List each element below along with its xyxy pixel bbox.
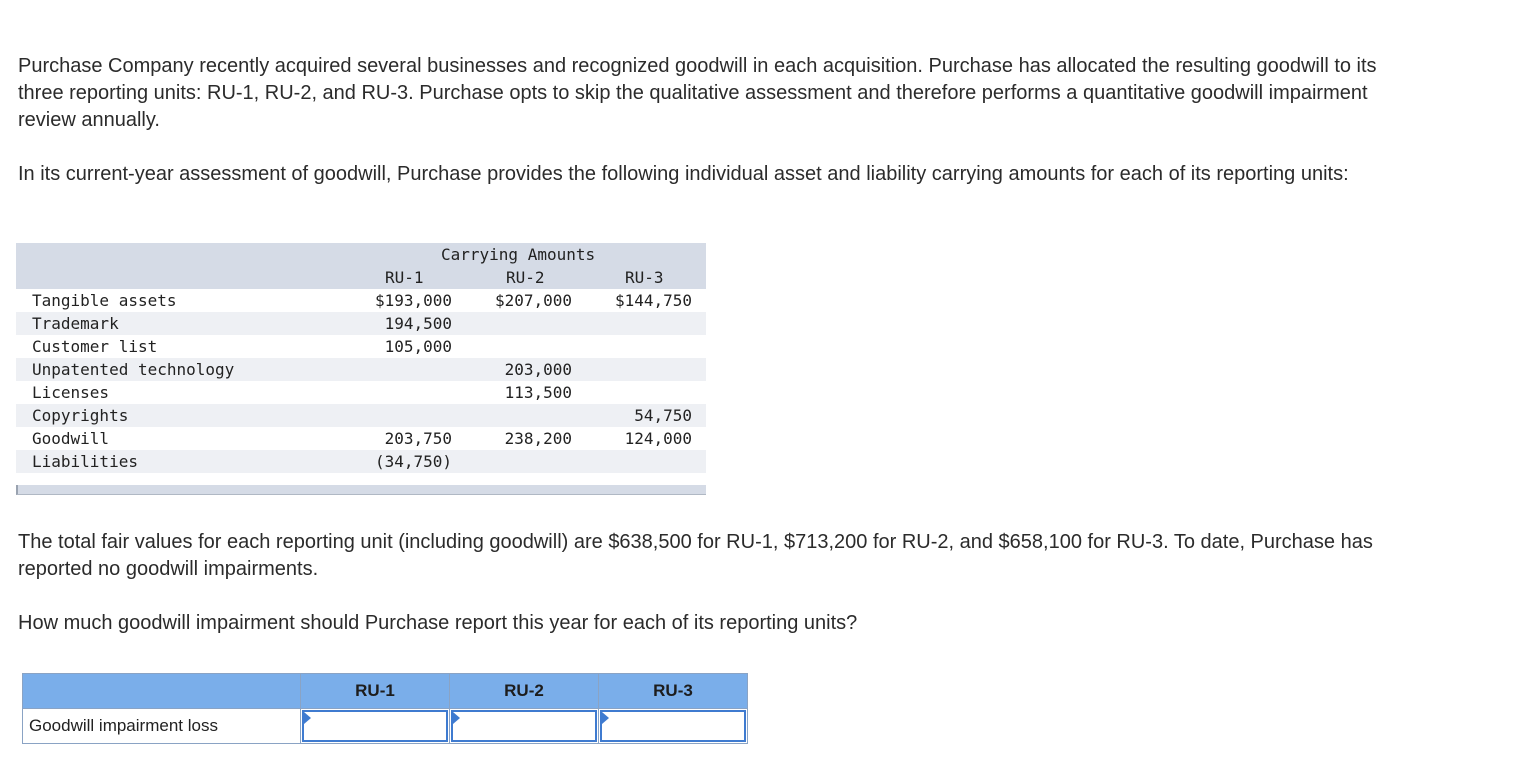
impairment-input-ru3[interactable] — [600, 710, 746, 742]
row-label: Copyrights — [32, 406, 129, 425]
value-ru3: $144,750 — [614, 291, 692, 310]
table-row — [16, 450, 706, 473]
answer-header-blank — [23, 674, 301, 709]
row-label: Customer list — [32, 337, 158, 356]
value-ru1: 105,000 — [384, 337, 452, 356]
answer-cell-ru2 — [450, 709, 599, 744]
row-label: Tangible assets — [32, 291, 177, 310]
table-title: Carrying Amounts — [441, 245, 596, 264]
value-ru1: (34,750) — [374, 452, 452, 471]
answer-header-ru2: RU-2 — [450, 674, 599, 709]
table-row — [16, 427, 706, 450]
answer-cell-ru3 — [599, 709, 748, 744]
value-ru1: $193,000 — [374, 291, 452, 310]
table-row — [16, 404, 706, 427]
row-label: Unpatented technology — [32, 360, 235, 379]
column-header-ru1: RU-1 — [385, 268, 424, 287]
goodwill-impairment-loss-label: Goodwill impairment loss — [23, 709, 301, 744]
impairment-input-ru1[interactable] — [302, 710, 448, 742]
impairment-answer-table — [22, 673, 748, 744]
answer-row — [23, 709, 748, 744]
value-ru2: 113,500 — [504, 383, 572, 402]
value-ru3: 54,750 — [634, 406, 692, 425]
table-row — [16, 335, 706, 358]
table-row — [16, 381, 706, 404]
fair-values-paragraph: The total fair values for each reporting unit (including goodwill) are $638,500 for RU-1, $713,200 for RU-2, and $658,100 for RU-3. To date, Purchase has reported no goodwill impairments. — [18, 531, 1373, 580]
carrying-amounts-table — [16, 243, 706, 495]
row-label: Trademark — [32, 314, 119, 333]
value-ru3: 124,000 — [624, 429, 692, 448]
intro-paragraph: Purchase Company recently acquired several businesses and recognized goodwill in each acquisition. Purchase has allocated the resulting goodwill to its three reporting units: RU-1, RU-2, and RU-3. Purchase opts to skip the qualitative assessment and therefore performs a quantitative goodwill impairment review annually. — [18, 55, 1377, 131]
answer-header-row — [23, 674, 748, 709]
row-label: Goodwill — [32, 429, 110, 448]
table-row — [16, 289, 706, 312]
row-label: Licenses — [32, 383, 110, 402]
impairment-input-ru2[interactable] — [451, 710, 597, 742]
value-ru1: 194,500 — [384, 314, 452, 333]
value-ru2: 238,200 — [504, 429, 572, 448]
input-marker-icon — [304, 712, 311, 724]
value-ru2: $207,000 — [494, 291, 572, 310]
column-header-ru2: RU-2 — [506, 268, 545, 287]
table-row — [16, 358, 706, 381]
column-header-ru3: RU-3 — [625, 268, 664, 287]
input-marker-icon — [602, 712, 609, 724]
answer-cell-ru1 — [301, 709, 450, 744]
row-label: Liabilities — [32, 452, 138, 471]
table-spacer — [16, 473, 706, 485]
value-ru2: 203,000 — [504, 360, 572, 379]
assessment-paragraph: In its current-year assessment of goodwill, Purchase provides the following individual asset and liability carrying amounts for each of its reporting units: — [18, 163, 1349, 185]
table-footer-bar — [16, 485, 706, 495]
question-paragraph: How much goodwill impairment should Purchase report this year for each of its reporting units? — [18, 612, 858, 634]
answer-header-ru1: RU-1 — [301, 674, 450, 709]
value-ru1: 203,750 — [384, 429, 452, 448]
answer-header-ru3: RU-3 — [599, 674, 748, 709]
input-marker-icon — [453, 712, 460, 724]
table-row — [16, 312, 706, 335]
table-header — [16, 243, 706, 289]
